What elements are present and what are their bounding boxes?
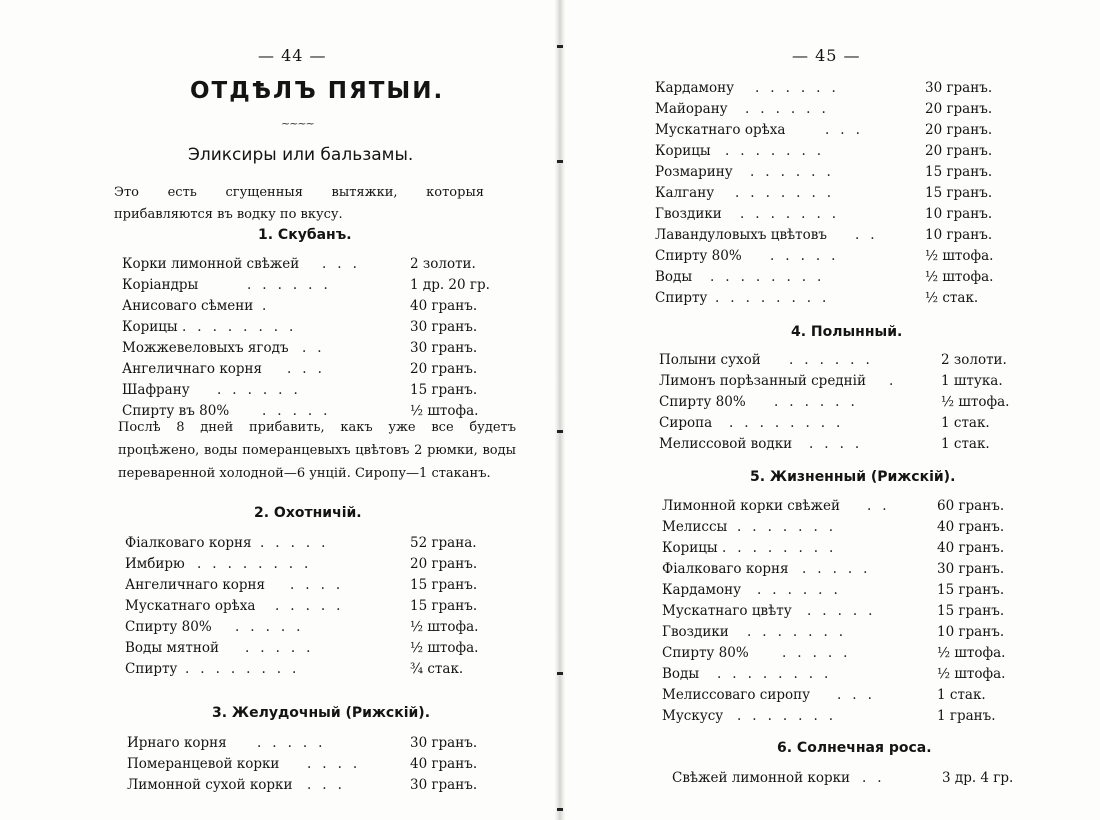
ingredient-name: Ангеличнаго корня <box>122 361 263 377</box>
ingredient-name: Мускатнаго орѣха <box>125 598 256 614</box>
ornament-divider: ~~~~ <box>281 117 314 130</box>
ingredient-quantity: ½ штофа. <box>925 248 994 264</box>
dot-leader: .. <box>302 340 333 356</box>
ingredient-quantity: 2 золоти. <box>410 256 476 272</box>
ingredient-name: Можжевеловыхъ ягодъ <box>122 340 289 356</box>
ingredient-quantity: 40 гранъ. <box>937 540 1005 556</box>
ingredient-name: Сиропа <box>659 415 713 431</box>
ingredient-name: Корицы <box>655 143 711 159</box>
ingredient-quantity: 20 гранъ. <box>410 556 478 572</box>
ingredient-name: Гвоздики <box>662 624 729 640</box>
ingredient-quantity: 10 гранъ. <box>925 206 993 222</box>
dot-leader: ....... <box>737 519 845 535</box>
intro-text: Это есть сгущенныя вытяжки, которыя прибавляются въ водку по вкусу. <box>114 185 484 222</box>
intro-paragraph <box>114 182 484 226</box>
ingredient-quantity: 1 гранъ. <box>937 708 996 724</box>
ingredient-quantity: ½ штофа. <box>937 666 1006 682</box>
ingredient-name: Кардамону <box>662 582 742 598</box>
ingredient-quantity: ½ штофа. <box>925 269 994 285</box>
ingredient-name: Мускатнаго цвѣту <box>662 603 792 619</box>
ingredient-quantity: 30 гранъ. <box>410 340 478 356</box>
ingredient-quantity: 30 гранъ. <box>925 80 993 96</box>
ingredient-name: Имбирю <box>125 556 185 572</box>
ingredient-quantity: ½ штофа. <box>410 403 479 419</box>
recipe-title: 6. Солнечная роса. <box>777 740 932 756</box>
ingredient-quantity: ½ штофа. <box>410 640 479 656</box>
ingredient-name: Ангеличнаго корня <box>125 577 266 593</box>
dot-leader: ....... <box>747 624 855 640</box>
ingredient-name: Лавандуловыхъ цвѣтовъ <box>655 227 827 243</box>
dot-leader: .... <box>809 436 871 452</box>
dot-leader: ........ <box>182 319 305 335</box>
ingredient-name: Лимонъ порѣзанный средній <box>659 373 866 389</box>
right-page <box>562 0 1100 820</box>
ingredient-quantity: 30 гранъ. <box>410 777 478 793</box>
ingredient-name: Воды <box>662 666 700 682</box>
dot-leader: ........ <box>717 666 840 682</box>
dot-leader: ........ <box>715 290 838 306</box>
page-number: — 45 — <box>792 46 861 65</box>
dot-leader: ........ <box>185 661 308 677</box>
dot-leader: ..... <box>802 561 879 577</box>
ingredient-quantity: 3 др. 4 гр. <box>942 770 1014 786</box>
dot-leader: .. <box>855 227 886 243</box>
ingredient-name: Коріандры <box>122 277 199 293</box>
dot-leader: ..... <box>782 645 859 661</box>
ingredient-quantity: 2 золоти. <box>941 352 1007 368</box>
ingredient-name: Спирту <box>125 661 178 677</box>
ingredient-quantity: 20 гранъ. <box>925 101 993 117</box>
ingredient-name: Померанцевой корки <box>127 756 280 772</box>
dot-leader: ..... <box>770 248 847 264</box>
page-number: — 44 — <box>258 46 327 65</box>
ingredient-name: Фіалковаго корня <box>125 535 252 551</box>
ingredient-quantity: 15 гранъ. <box>937 603 1005 619</box>
ingredient-quantity: 15 гранъ. <box>925 185 993 201</box>
ingredient-name: Фіалковаго корня <box>662 561 789 577</box>
ingredient-name: Спирту въ 80% <box>122 403 230 419</box>
ingredient-quantity: ½ стак. <box>925 290 979 306</box>
dot-leader: ..... <box>807 603 884 619</box>
dot-leader: .... <box>290 577 352 593</box>
recipe-title: 1. Скубанъ. <box>258 227 352 243</box>
ingredient-name: Кардамону <box>655 80 735 96</box>
ingredient-quantity: 1 стак. <box>937 687 986 703</box>
dot-leader: ... <box>307 777 353 793</box>
dot-leader: ...... <box>217 382 309 398</box>
dot-leader: ...... <box>755 80 847 96</box>
ingredient-quantity: 1 стак. <box>941 436 990 452</box>
ingredient-name: Воды мятной <box>125 640 220 656</box>
dot-leader: .... <box>307 756 369 772</box>
dot-leader: ....... <box>740 206 848 222</box>
dot-leader: ..... <box>260 535 337 551</box>
dot-leader: . <box>262 298 278 314</box>
recipe-title: 2. Охотничій. <box>254 505 362 521</box>
ingredient-name: Спирту 80% <box>125 619 212 635</box>
ingredient-quantity: 40 гранъ. <box>410 298 478 314</box>
ingredient-name: Мелиссоваго сиропу <box>662 687 811 703</box>
dot-leader: ........ <box>722 540 845 556</box>
ingredient-name: Полыни сухой <box>659 352 761 368</box>
ingredient-name: Корки лимонной свѣжей <box>122 256 300 272</box>
ingredient-name: Шафрану <box>122 382 190 398</box>
dot-leader: ........ <box>197 556 320 572</box>
ingredient-name: Спирту <box>655 290 708 306</box>
recipe-title: 5. Жизненный (Рижскій). <box>750 469 956 485</box>
ingredient-quantity: 60 гранъ. <box>937 498 1005 514</box>
dot-leader: ...... <box>757 582 849 598</box>
ingredient-quantity: 30 гранъ. <box>410 319 478 335</box>
dot-leader: ........ <box>729 415 852 431</box>
dot-leader: ...... <box>247 277 339 293</box>
dot-leader: ....... <box>737 708 845 724</box>
dot-leader: ....... <box>735 185 843 201</box>
ingredient-quantity: 40 гранъ. <box>410 756 478 772</box>
dot-leader: .. <box>862 770 893 786</box>
dot-leader: ...... <box>789 352 881 368</box>
dot-leader: ... <box>322 256 368 272</box>
ingredient-quantity: 1 стак. <box>941 415 990 431</box>
ingredient-name: Свѣжей лимонной корки <box>672 770 851 786</box>
ingredient-name: Мелиссовой водки <box>659 436 793 452</box>
dot-leader: ..... <box>275 598 352 614</box>
recipe-title: 3. Желудочный (Рижскій). <box>212 705 431 721</box>
ingredient-quantity: 30 гранъ. <box>937 561 1005 577</box>
ingredient-name: Корицы <box>662 540 718 556</box>
dot-leader: ...... <box>750 164 842 180</box>
ingredient-name: Розмарину <box>655 164 733 180</box>
dot-leader: ..... <box>257 735 334 751</box>
ingredient-quantity: 20 гранъ. <box>925 143 993 159</box>
ingredient-quantity: 1 др. 20 гр. <box>410 277 490 293</box>
dot-leader: ....... <box>725 143 833 159</box>
ingredient-quantity: ½ штофа. <box>941 394 1010 410</box>
ingredient-name: Спирту 80% <box>655 248 742 264</box>
ingredient-quantity: 30 гранъ. <box>410 735 478 751</box>
dot-leader: ...... <box>745 101 837 117</box>
ingredient-name: Мускатнаго орѣха <box>655 122 786 138</box>
ingredient-name: Гвоздики <box>655 206 722 222</box>
ingredient-name: Корицы <box>122 319 178 335</box>
ingredient-name: Мускусу <box>662 708 724 724</box>
ingredient-name: Ирнаго корня <box>127 735 227 751</box>
ingredient-quantity: 15 гранъ. <box>410 577 478 593</box>
dot-leader: ... <box>287 361 333 377</box>
ingredient-quantity: ¾ стак. <box>410 661 464 677</box>
dot-leader: .. <box>867 498 898 514</box>
ingredient-quantity: 20 гранъ. <box>410 361 478 377</box>
ingredient-name: Майорану <box>655 101 728 117</box>
ingredient-name: Лимонной корки свѣжей <box>662 498 840 514</box>
ingredient-quantity: 10 гранъ. <box>925 227 993 243</box>
dot-leader: ..... <box>245 640 322 656</box>
ingredient-quantity: ½ штофа. <box>410 619 479 635</box>
ingredient-quantity: 40 гранъ. <box>937 519 1005 535</box>
section-subtitle: Эликсиры или бальзамы. <box>188 145 414 165</box>
ingredient-quantity: 15 гранъ. <box>410 598 478 614</box>
ingredient-name: Спирту 80% <box>659 394 746 410</box>
recipe-note: Послѣ 8 дней прибавить, какъ уже все будетъ процѣжено, воды померанцевыхъ цвѣтовъ 2 рюмки, воды переваренной холодной—6 унцій. Сиропу—1 стаканъ. <box>118 420 516 481</box>
dot-leader: ... <box>825 122 871 138</box>
recipe-title: 4. Полынный. <box>791 324 903 340</box>
ingredient-quantity: 15 гранъ. <box>925 164 993 180</box>
ingredient-quantity: 15 гранъ. <box>410 382 478 398</box>
dot-leader: ..... <box>235 619 312 635</box>
dot-leader: ... <box>837 687 883 703</box>
section-title: ОТДѢЛЪ ПЯТЫИ. <box>190 78 445 104</box>
dot-leader: . <box>889 373 905 389</box>
ingredient-quantity: 1 штука. <box>941 373 1003 389</box>
ingredient-quantity: 15 гранъ. <box>937 582 1005 598</box>
ingredient-quantity: 52 грана. <box>410 535 477 551</box>
ingredient-quantity: 20 гранъ. <box>925 122 993 138</box>
ingredient-name: Калгану <box>655 185 715 201</box>
dot-leader: ..... <box>262 403 339 419</box>
ingredient-name: Воды <box>655 269 693 285</box>
ingredient-quantity: 10 гранъ. <box>937 624 1005 640</box>
ingredient-name: Спирту 80% <box>662 645 749 661</box>
ingredient-name: Лимонной сухой корки <box>127 777 293 793</box>
dot-leader: ...... <box>774 394 866 410</box>
ingredient-name: Мелиссы <box>662 519 728 535</box>
dot-leader: ........ <box>710 269 833 285</box>
ingredient-name: Анисоваго сѣмени <box>122 298 254 314</box>
ingredient-quantity: ½ штофа. <box>937 645 1006 661</box>
